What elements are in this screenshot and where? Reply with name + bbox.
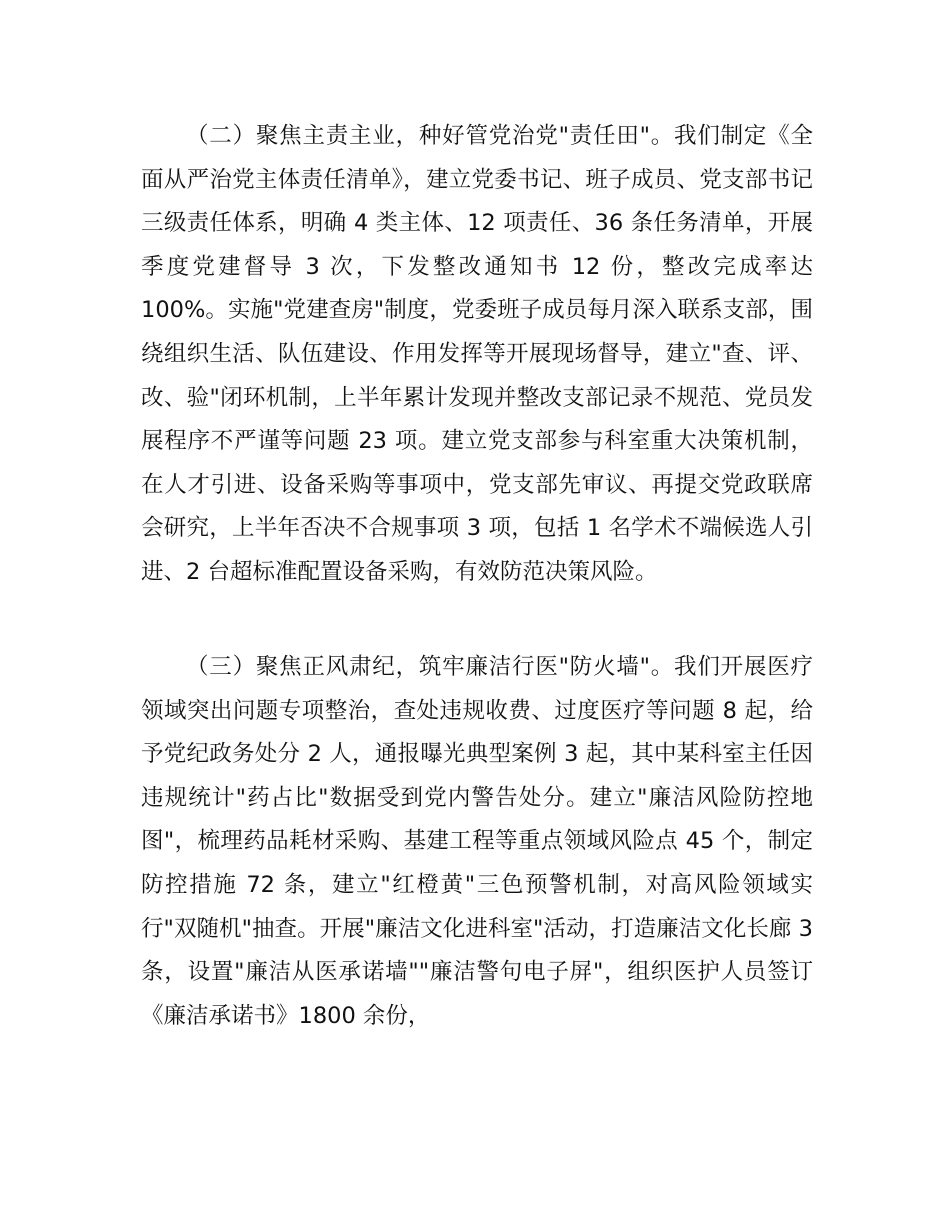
paragraph-responsibility: （二）聚焦主责主业，种好管党治党"责任田"。我们制定《全面从严治党主体责任清单》，建立党委书记、班子成员、党支部书记三级责任体系，明确 4 类主体、12 项责任、36 条任务清单，开展季度党建督导 3 次，下发整改通知书 12 份，整改完成率达 100%。实施"党建查房"制度，党委班子成员每月深入联系支部，围绕组织生活、队伍建设、作用发挥等开展现场督导，建立"查、评、改、验"闭环机制，上半年累计发现并整改支部记录不规范、党员发展程序不严谨等问题 23 项。建立党支部参与科室重大决策机制，在人才引进、设备采购等事项中，党支部先审议、再提交党政联席会研究，上半年否决不合规事项 3 项，包括 1 名学术不端候选人引进、2 台超标准配置设备采购，有效防范决策风险。 xyxy=(141,123,813,585)
paragraph-integrity: （三）聚焦正风肃纪，筑牢廉洁行医"防火墙"。我们开展医疗领域突出问题专项整治，查处违规收费、过度医疗等问题 8 起，给予党纪政务处分 2 人，通报曝光典型案例 3 起，其中某科室主任因违规统计"药占比"数据受到党内警告处分。建立"廉洁风险防控地图"，梳理药品耗材采购、基建工程等重点领域风险点 45 个，制定防控措施 72 条，建立"红橙黄"三色预警机制，对高风险领域实行"双随机"抽查。开展"廉洁文化进科室"活动，打造廉洁文化长廊 3 条，设置"廉洁从医承诺墙""廉洁警句电子屏"，组织医护人员签订《廉洁承诺书》1800 余份， xyxy=(141,654,813,1029)
document-body xyxy=(141,646,813,1038)
document-body xyxy=(141,115,813,595)
